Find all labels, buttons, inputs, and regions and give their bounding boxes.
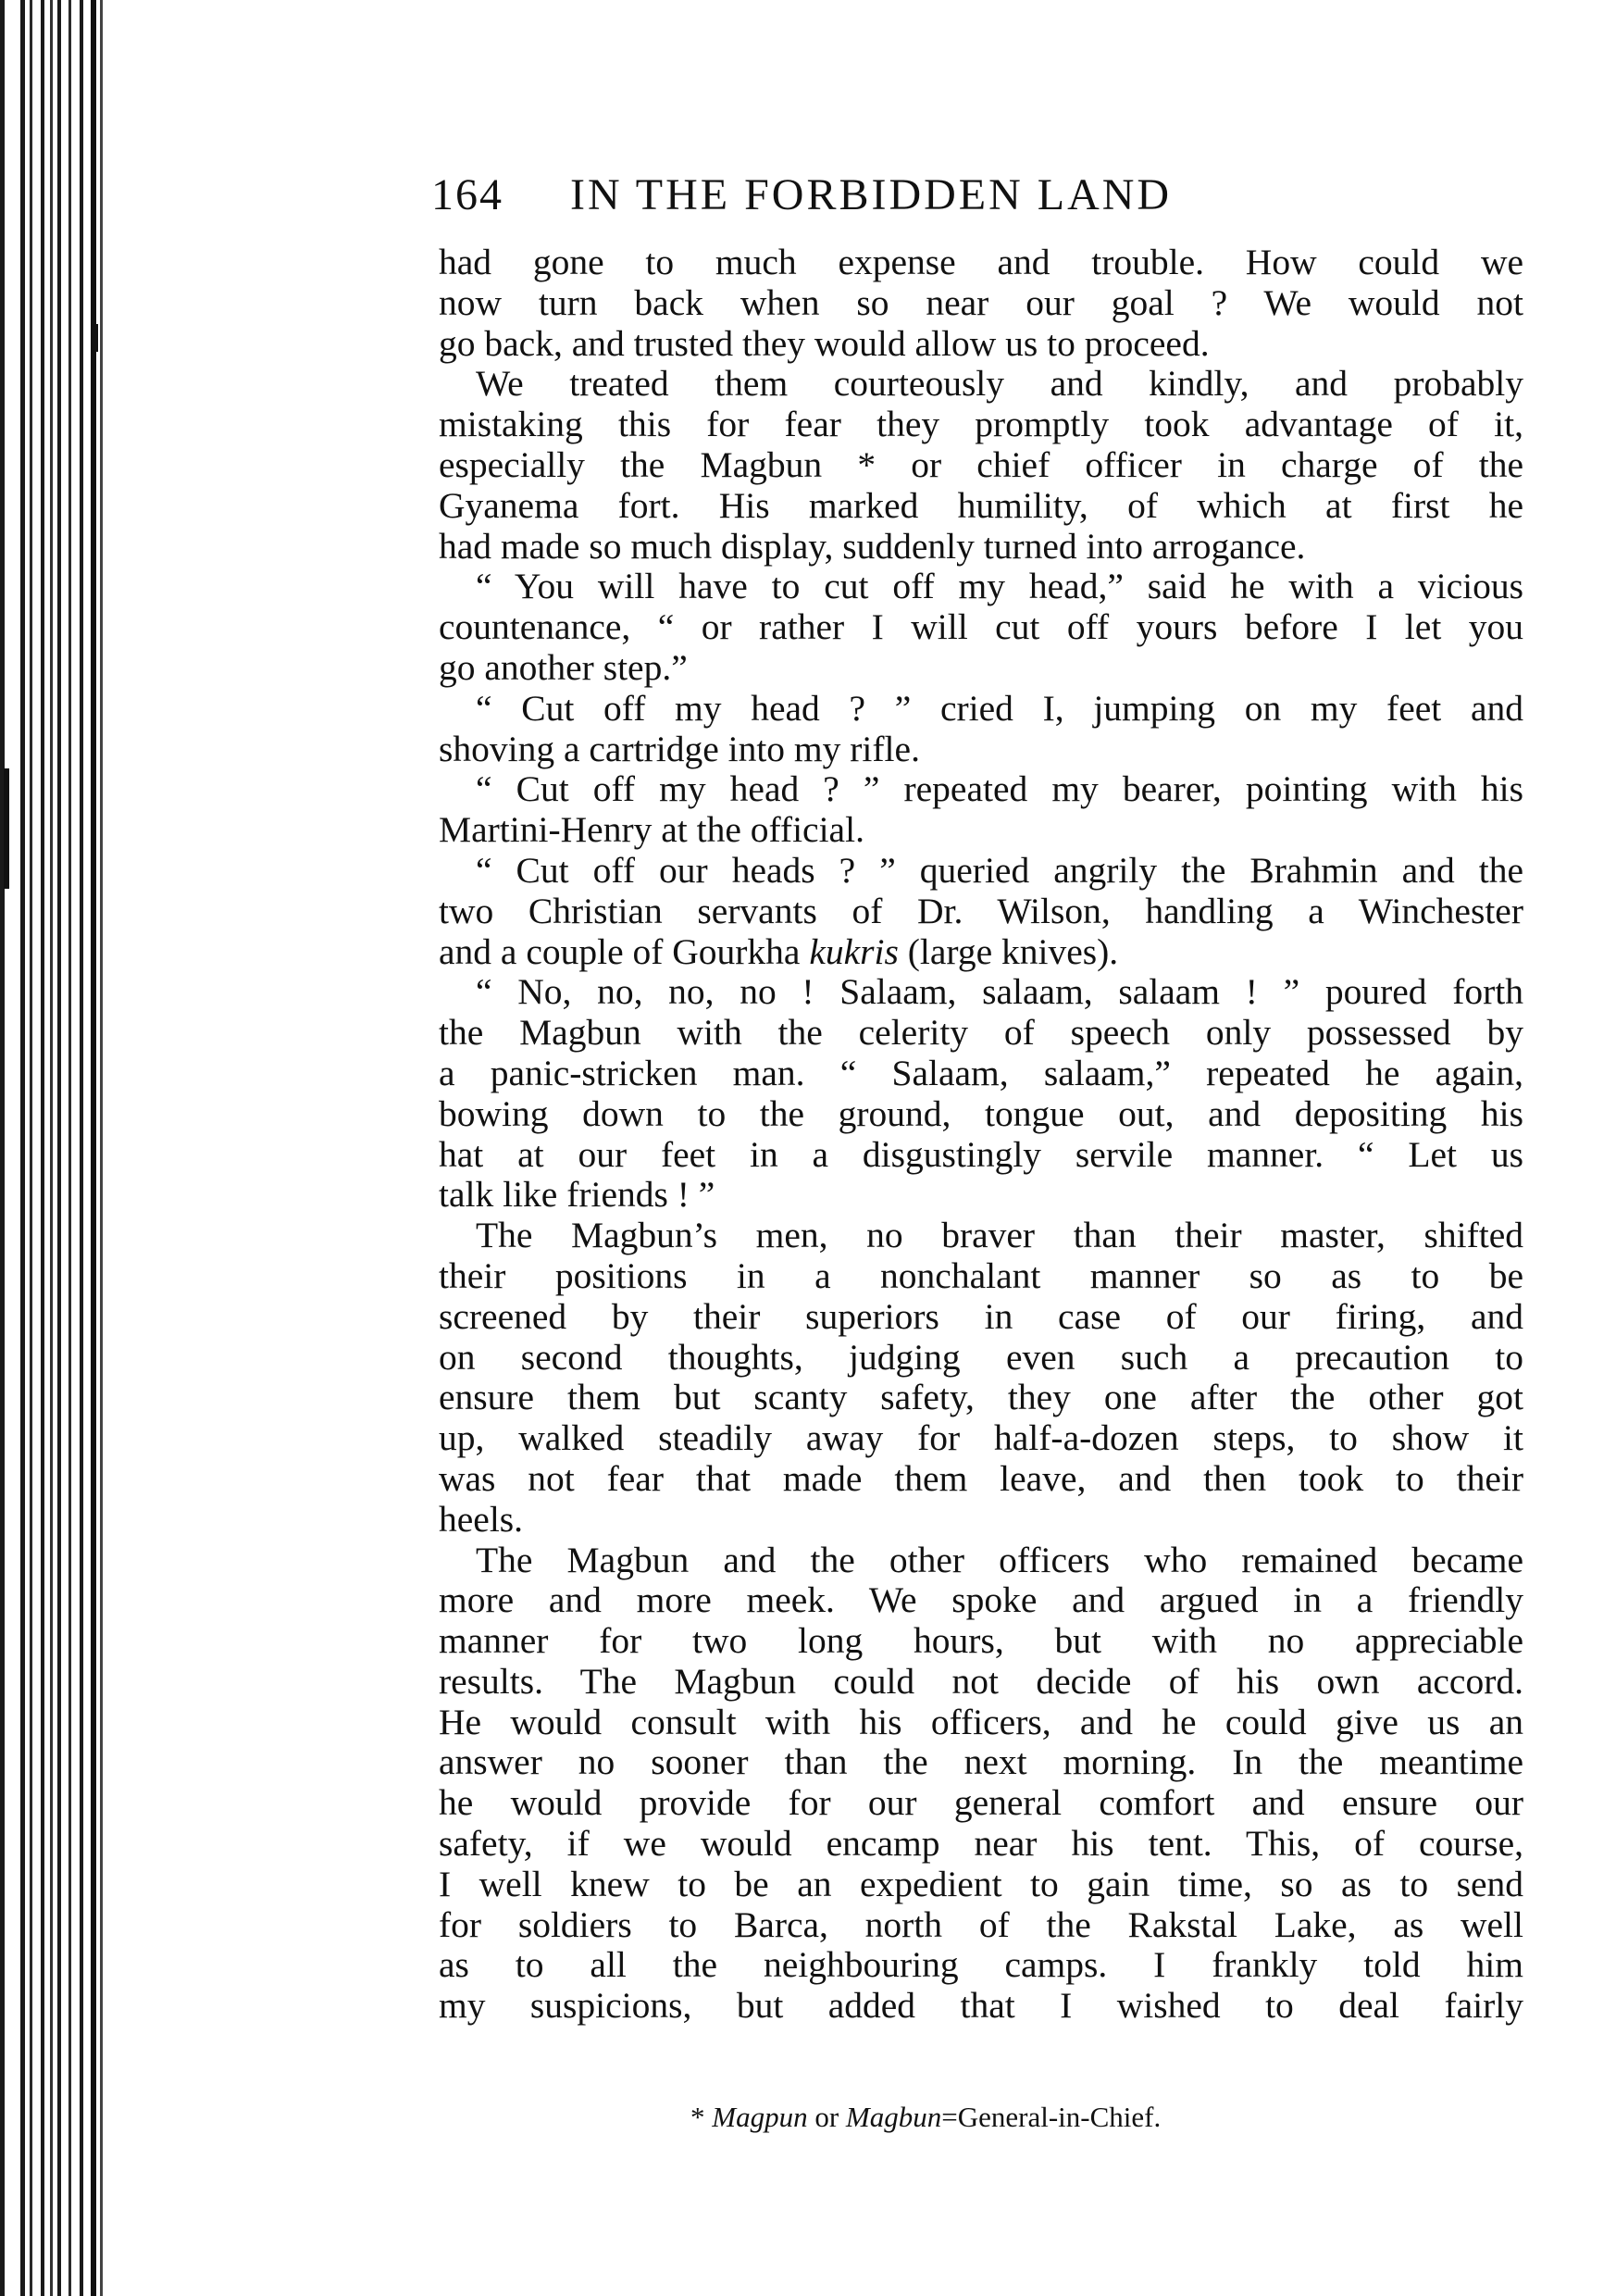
text-line: ensure them but scanty safety, they one after the other got bbox=[439, 1377, 1523, 1418]
text-line: The Magbun and the other officers who remained became bbox=[476, 1539, 1523, 1580]
text-line: results. The Magbun could not decide of his own accord. bbox=[439, 1660, 1523, 1702]
footnote bbox=[690, 2101, 1161, 2134]
footnote-equals: = bbox=[941, 2101, 958, 2133]
text-line: Martini-Henry at the official. bbox=[439, 809, 864, 851]
text-line: my suspicions, but added that I wished to deal fairly bbox=[439, 1985, 1523, 2027]
text-line: two Christian servants of Dr. Wilson, handling a Winchester bbox=[439, 890, 1523, 931]
text-line: had made so much display, suddenly turned into arrogance. bbox=[439, 525, 1306, 567]
text-line: He would consult with his officers, and he could give us an bbox=[439, 1701, 1523, 1742]
text-line: “ Cut off my head ? ” cried I, jumping on my feet and bbox=[476, 687, 1523, 729]
text-line: now turn back when so near our goal ? We would not bbox=[439, 281, 1523, 323]
text-line: especially the Magbun * or chief officer in charge of the bbox=[439, 443, 1523, 485]
text-line: mistaking this for fear they promptly took advantage of it, bbox=[439, 404, 1523, 445]
italic-term: kukris bbox=[809, 930, 899, 972]
page-header bbox=[431, 169, 1357, 225]
text-line: up, walked steadily away for half-a-dozen steps, to show it bbox=[439, 1417, 1523, 1459]
running-title: IN THE FORBIDDEN LAND bbox=[570, 170, 1173, 219]
text-line: more and more meek. We spoke and argued in a friendly bbox=[439, 1579, 1523, 1621]
text-line: answer no sooner than the next morning. In the meantime bbox=[439, 1741, 1523, 1783]
text-line: the Magbun with the celerity of speech only possessed by bbox=[439, 1012, 1523, 1054]
text-line: countenance, “ or rather I will cut off yours before I let you bbox=[439, 606, 1523, 648]
binding-edge bbox=[0, 0, 130, 2296]
text-line: The Magbun’s men, no braver than their master, shifted bbox=[476, 1215, 1523, 1256]
footnote-term-magpun: Magpun bbox=[712, 2101, 808, 2133]
text-line: We treated them courteously and kindly, and probably bbox=[476, 363, 1523, 405]
footnote-marker: * bbox=[690, 2101, 705, 2133]
footnote-connector: or bbox=[814, 2101, 839, 2133]
text-line: manner for two long hours, but with no appreciable bbox=[439, 1620, 1523, 1662]
text-line: was not fear that made them leave, and then took to their bbox=[439, 1457, 1523, 1499]
text-line: a panic-stricken man. “ Salaam, salaam,” repeated he again, bbox=[439, 1052, 1523, 1093]
page-number: 164 bbox=[431, 170, 503, 219]
text-line: go back, and trusted they would allow us to proceed. bbox=[439, 322, 1210, 364]
text-line: talk like friends ! ” bbox=[439, 1174, 715, 1216]
text-line: heels. bbox=[439, 1498, 524, 1540]
text-line: I well knew to be an expedient to gain time, so as to send bbox=[439, 1863, 1523, 1904]
text-line: shoving a cartridge into my rifle. bbox=[439, 728, 920, 769]
body-text bbox=[439, 243, 1523, 2027]
text-line: go another step.” bbox=[439, 646, 688, 688]
footnote-term-magbun: Magbun bbox=[845, 2101, 942, 2133]
text-line: for soldiers to Barca, north of the Rakstal Lake, as well bbox=[439, 1903, 1523, 1945]
text-line: bowing down to the ground, tongue out, and depositing his bbox=[439, 1092, 1523, 1134]
text-line: “ Cut off my head ? ” repeated my bearer, pointing with his bbox=[476, 768, 1523, 810]
text-line: on second thoughts, judging even such a precaution to bbox=[439, 1336, 1523, 1378]
text-line: screened by their superiors in case of our firing, and bbox=[439, 1295, 1523, 1337]
text-line: “ You will have to cut off my head,” said he with a vicious bbox=[476, 566, 1523, 607]
text-line: Gyanema fort. His marked humility, of which at first he bbox=[439, 484, 1523, 526]
text-line: he would provide for our general comfort and ensure our bbox=[439, 1782, 1523, 1824]
footnote-definition: General-in-Chief. bbox=[957, 2101, 1162, 2133]
text-line: “ No, no, no, no ! Salaam, salaam, salaam ! ” poured forth bbox=[476, 971, 1523, 1013]
text-line: and a couple of Gourkha kukris (large knives). bbox=[439, 930, 1119, 972]
text-line: as to all the neighbouring camps. I frankly told him bbox=[439, 1944, 1523, 1986]
text-line: hat at our feet in a disgustingly servile manner. “ Let us bbox=[439, 1133, 1523, 1175]
text-line: “ Cut off our heads ? ” queried angrily the Brahmin and the bbox=[476, 849, 1523, 891]
text-line: safety, if we would encamp near his tent. This, of course, bbox=[439, 1823, 1523, 1865]
text-line: their positions in a nonchalant manner so as to be bbox=[439, 1254, 1523, 1296]
text-line: had gone to much expense and trouble. How could we bbox=[439, 242, 1523, 282]
